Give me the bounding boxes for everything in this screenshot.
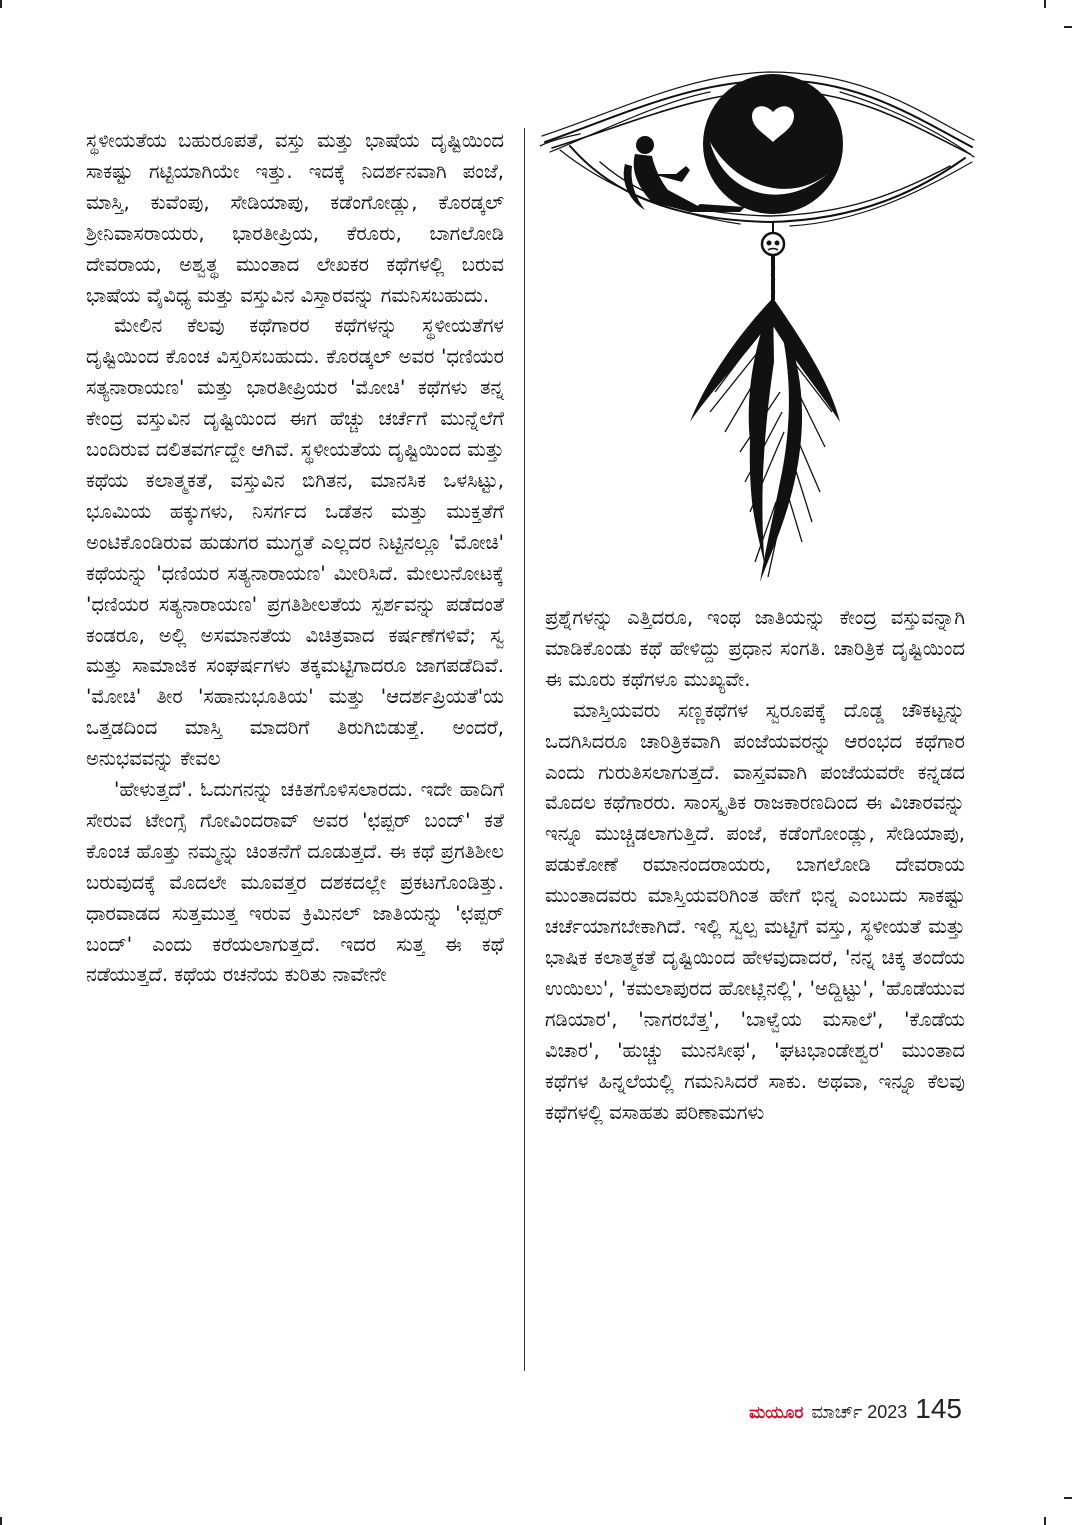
issue-date: ಮಾರ್ಚ್ 2023 [811,1402,908,1422]
eye-with-feather-illustration [540,62,976,592]
crop-mark-right-bottom [1064,1497,1072,1499]
paragraph: ಮಾಸ್ತಿಯವರು ಸಣ್ಣಕಥೆಗಳ ಸ್ವರೂಪಕ್ಕೆ ದೊಡ್ಡ ಚೌಕಟ್ಟನ್ನು ಒದಗಿಸಿದರೂ ಚಾರಿತ್ರಿಕವಾಗಿ ಪಂಜೆಯವರನ್ನು ಆರಂಭದ ಕಥೆಗಾರ ಎಂದು ಗುರುತಿಸಲಾಗುತ್ತದೆ. ವಾಸ್ತವವಾಗಿ ಪಂಜೆಯವರೇ ಕನ್ನಡದ ಮೊದಲ ಕಥೆಗಾರರು. ಸಾಂಸ್ಕೃತಿಕ ರಾಜಕಾರಣದಿಂದ ಈ ವಿಚಾರವನ್ನು ಇನ್ನೂ ಮುಚ್ಚಿಡಲಾಗುತ್ತಿದೆ. ಪಂಜೆ, ಕಡೆಂಗೋಂಡ್ಲು, ಸೇಡಿಯಾಪು, ಪಡುಕೋಣೆ ರಮಾನಂದರಾಯರು, ಬಾಗಲೋಡಿ ದೇವರಾಯ ಮುಂತಾದವರು ಮಾಸ್ತಿಯವರಿಗಿಂತ ಹೇಗೆ ಭಿನ್ನ ಎಂಬುದು ಸಾಕಷ್ಟು ಚರ್ಚೆಯಾಗಬೇಕಾಗಿದೆ. ಇಲ್ಲಿ ಸ್ವಲ್ಪ ಮಟ್ಟಿಗೆ ವಸ್ತು, ಸ್ಥಳೀಯತೆ ಮತ್ತು ಭಾಷಿಕ ಕಲಾತ್ಮಕತೆ ದೃಷ್ಟಿಯಿಂದ ಹೇಳವುದಾದರೆ, 'ನನ್ನ ಚಿಕ್ಕ ತಂದೆಯ ಉಯಿಲು', 'ಕಮಲಾಪುರದ ಹೋಟ್ಲಿನಲ್ಲಿ', 'ಅದ್ದಿಟ್ಟು', 'ಹೊಡೆಯುವ ಗಡಿಯಾರ', 'ನಾಗರಬೆತ್ತ', 'ಬಾಳ್ವೆಯ ಮಸಾಲೆ', 'ಕೊಡೆಯ ವಿಚಾರ', 'ಹುಚ್ಚು ಮುನಸೀಫ', 'ಘಟಭಾಂಡೇಶ್ವರ' ಮುಂತಾದ ಕಥೆಗಳ ಹಿನ್ನಲೆಯಲ್ಲಿ ಗಮನಿಸಿದರೆ ಸಾಕು. ಅಥವಾ, ಇನ್ನೂ ಕೆಲವು ಕಥೆಗಳಲ್ಲಿ ವಸಾಹತು ಪರಿಣಾಮಗಳು [545,698,965,1124]
paragraph: 'ಹೇಳುತ್ತದೆ'. ಓದುಗನನ್ನು ಚಕಿತಗೊಳಿಸಲಾರದು. ಇದೇ ಹಾದಿಗೆ ಸೇರುವ ಟೇಂಗ್ಸೆ ಗೋವಿಂದರಾವ್ ಅವರ 'ಛಪ್ಪರ್ ಬಂದ್' ಕತೆ ಕೊಂಚ ಹೊತ್ತು ನಮ್ಮನ್ನು ಚಿಂತನೆಗೆ ದೂಡುತ್ತದೆ. ಈ ಕಥೆ ಪ್ರಗತಿಶೀಲ ಬರುವುದಕ್ಕೆ ಮೊದಲೇ ಮೂವತ್ತರ ದಶಕದಲ್ಲೇ ಪ್ರಕಟಗೊಂಡಿತ್ತು. ಧಾರವಾಡದ ಸುತ್ತಮುತ್ತ ಇರುವ ಕ್ರಿಮಿನಲ್ ಜಾತಿಯನ್ನು 'ಛಪ್ಪರ್ ಬಂದ್' ಎಂದು ಕರೆಯಲಾಗುತ್ತದೆ. ಇದರ ಸುತ್ತ ಈ ಕಥೆ ನಡೆಯುತ್ತದೆ. ಕಥೆಯ ರಚನೆಯ ಕುರಿತು ನಾವೇನೇ [86,778,504,987]
paragraph: ಮೇಲಿನ ಕೆಲವು ಕಥೆಗಾರರ ಕಥೆಗಳನ್ನು ಸ್ಥಳೀಯತೆಗಳ ದೃಷ್ಟಿಯಿಂದ ಕೊಂಚ ವಿಸ್ತರಿಸಬಹುದು. ಕೊರಡ್ಕಲ್ ಅವರ 'ಧಣಿಯರ ಸತ್ಯನಾರಾಯಣ' ಮತ್ತು ಭಾರತೀಪ್ರಿಯರ 'ಮೋಚಿ' ಕಥೆಗಳು ತನ್ನ ಕೇಂದ್ರ ವಸ್ತುವಿನ ದೃಷ್ಟಿಯಿಂದ ಈಗ ಹೆಚ್ಚು ಚರ್ಚೆಗೆ ಮುನ್ನೆಲೆಗೆ ಬಂದಿರುವ ದಲಿತವರ್ಗದ್ದೇ ಆಗಿವೆ. ಸ್ಥಳೀಯತೆಯ ದೃಷ್ಟಿಯಿಂದ ಮತ್ತು ಕಥೆಯ ಕಲಾತ್ಮಕತೆ, ವಸ್ತುವಿನ ಬಿಗಿತನ, ಮಾನಸಿಕ ಒಳಸಿಟ್ಟು, ಭೂಮಿಯ ಹಕ್ಕುಗಳು, ನಿಸರ್ಗದ ಒಡೆತನ ಮತ್ತು ಮುಕ್ತತೆಗೆ ಅಂಟಿಕೊಂಡಿರುವ ಹುಡುಗರ ಮುಗ್ಧತೆ ಎಲ್ಲದರ ನಿಟ್ಟಿನಲ್ಲೂ 'ಮೋಚಿ' ಕಥೆಯನ್ನು 'ಧಣಿಯರ ಸತ್ಯನಾರಾಯಣ' ಮೀರಿಸಿದೆ. ಮೇಲುನೋಟಕ್ಕೆ 'ಧಣಿಯರ ಸತ್ಯನಾರಾಯಣ' ಪ್ರಗತಿಶೀಲತೆಯ ಸ್ಪರ್ಶವನ್ನು ಪಡೆದಂತೆ ಕಂಡರೂ, ಅಲ್ಲಿ ಅಸಮಾನತೆಯ ವಿಚಿತ್ರವಾದ ಕರ್ಷಣೆಗಳಿವೆ; ಸ್ವ ಮತ್ತು ಸಾಮಾಜಿಕ ಸಂಘರ್ಷಗಳು ತಕ್ಕಮಟ್ಟಿಗಾದರೂ ಜಾಗಪಡೆದಿವೆ. 'ಮೋಚಿ' ತೀರ 'ಸಹಾನುಭೂತಿಯ' ಮತ್ತು 'ಆದರ್ಶಪ್ರಿಯತೆ'ಯ ಒತ್ತಡದಿಂದ ಮಾಸ್ತಿ ಮಾದರಿಗೆ ತಿರುಗಿಬಿಡುತ್ತೆ. ಅಂದರೆ, ಅನುಭವವನ್ನು ಕೇವಲ [86,314,504,771]
page-footer [749,1393,962,1429]
right-text-column [545,603,965,1128]
left-text-column [86,126,504,991]
crop-mark-right-top [1064,26,1072,28]
paragraph: ಸ್ಥಳೀಯತೆಯ ಬಹುರೂಪತೆ, ವಸ್ತು ಮತ್ತು ಭಾಷೆಯ ದೃಷ್ಟಿಯಿಂದ ಸಾಕಷ್ಟು ಗಟ್ಟಿಯಾಗಿಯೇ ಇತ್ತು. ಇದಕ್ಕೆ ನಿದರ್ಶನವಾಗಿ ಪಂಜೆ, ಮಾಸ್ತಿ, ಕುವೆಂಪು, ಸೇಡಿಯಾಪು, ಕಡೆಂಗೋಡ್ಲು, ಕೊರಡ್ಕಲ್ ಶ್ರೀನಿವಾಸರಾಯರು, ಭಾರತೀಪ್ರಿಯ, ಕೆರೂರು, ಬಾಗಲೋಡಿ ದೇವರಾಯ, ಅಶ್ವತ್ಥ ಮುಂತಾದ ಲೇಖಕರ ಕಥೆಗಳಲ್ಲಿ ಬರುವ ಭಾಷೆಯ ವೈವಿಧ್ಯ ಮತ್ತು ವಸ್ತುವಿನ ವಿಸ್ತಾರವನ್ನು ಗಮನಿಸಬಹುದು. [86,129,504,307]
crop-mark-top-left [0,0,2,8]
magazine-logo: ಮಯೂರ [749,1403,804,1423]
page-number: 145 [915,1393,962,1424]
paragraph: ಪ್ರಶ್ನೆಗಳನ್ನು ಎತ್ತಿದರೂ, ಇಂಥ ಜಾತಿಯನ್ನು ಕೇಂದ್ರ ವಸ್ತುವನ್ನಾಗಿ ಮಾಡಿಕೊಂಡು ಕಥೆ ಹೇಳಿದ್ದು ಪ್ರಧಾನ ಸಂಗತಿ. ಚಾರಿತ್ರಿಕ ದೃಷ್ಟಿಯಿಂದ ಈ ಮೂರು ಕಥೆಗಳೂ ಮುಖ್ಯವೇ. [545,606,965,691]
crop-mark-bottom-right [1044,1517,1046,1525]
crop-mark-top-right [1044,0,1046,8]
column-divider [524,128,525,1371]
crop-mark-bottom-left [0,1517,2,1525]
